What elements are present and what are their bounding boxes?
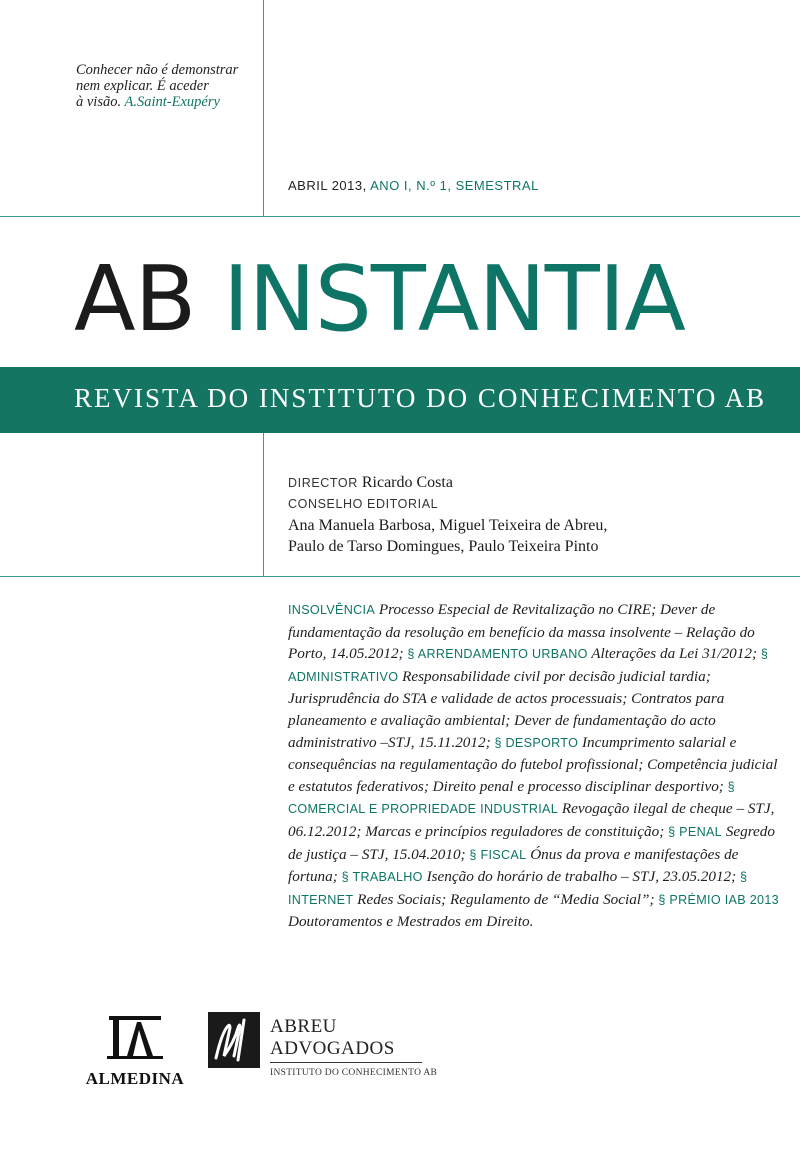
almedina-name: ALMEDINA	[85, 1069, 185, 1088]
journal-title	[74, 247, 685, 352]
toc-section: § COMERCIAL E PROPRIEDADE INDUSTRIAL	[288, 779, 735, 817]
abreu-institute: INSTITUTO DO CONHECIMENTO AB	[270, 1068, 438, 1078]
toc-section: § PRÉMIO IAB 2013	[658, 892, 779, 907]
council-members-2: Paulo de Tarso Domingues, Paulo Teixeira Pinto	[288, 538, 599, 555]
contents-summary	[288, 599, 783, 933]
quote-line-3: à visão. A.Saint-Exupéry	[76, 94, 220, 110]
editorial-board	[288, 472, 768, 557]
abreu-name-line-1: ABREU	[270, 1016, 337, 1037]
subtitle-band	[0, 367, 800, 433]
quote-line-2: nem explicar. É aceder	[76, 78, 209, 94]
toc-text: Redes Sociais; Regulamento de “Media Social”;	[357, 890, 655, 908]
toc-text: Incumprimento salarial e consequências na regulamentação do futebol profissional; Competência judicial e estatutos federativos; Direito penal e processo disciplinar desportivo;	[288, 733, 778, 795]
toc-section: INSOLVÊNCIA	[288, 603, 376, 617]
board-horizontal-rule	[0, 576, 800, 577]
epigraph-quote	[76, 62, 256, 110]
toc-text: Isenção do horário de trabalho – STJ, 23.05.2012;	[426, 868, 737, 886]
council-label: CONSELHO EDITORIAL	[288, 497, 439, 511]
journal-subtitle: REVISTA DO INSTITUTO DO CONHECIMENTO AB	[74, 383, 767, 413]
toc-section: § ARRENDAMENTO URBANO	[407, 647, 588, 662]
toc-text: Ónus da prova e manifestações de fortuna;	[288, 845, 739, 886]
toc-text: Revogação ilegal de cheque – STJ, 06.12.2012; Marcas e princípios reguladores de constituição;	[288, 800, 775, 840]
header-horizontal-rule	[0, 216, 800, 217]
almedina-emblem-icon	[103, 1012, 167, 1062]
director-name: Ricardo Costa	[361, 474, 453, 491]
abreu-name-line-2: ADVOGADOS	[270, 1038, 395, 1059]
abreu-divider	[270, 1062, 422, 1063]
toc-text: Doutoramentos e Mestrados em Direito.	[288, 913, 534, 931]
toc-section: § TRABALHO	[341, 870, 423, 885]
toc-section: § INTERNET	[288, 870, 748, 907]
title-part-ab: AB	[74, 247, 196, 352]
top-vertical-rule	[263, 0, 264, 216]
issue-info	[288, 178, 539, 193]
director-line	[288, 472, 768, 494]
toc-text: Processo Especial de Revitalização no CIRE; Dever de fundamentação da resolução em benefício da massa insolvente – Relação do Porto, 14.05.2012;	[288, 601, 755, 663]
toc-section: § DESPORTO	[494, 735, 579, 750]
toc-text: Alterações da Lei 31/2012;	[591, 645, 758, 663]
almedina-logo	[80, 1012, 190, 1089]
quote-line-1: Conhecer não é demonstrar	[76, 62, 239, 78]
issue-date: ABRIL 2013,	[288, 178, 367, 193]
title-part-instantia: INSTANTIA	[222, 247, 685, 352]
toc-text: Responsabilidade civil por decisão judicial tardia; Jurisprudência do STA e validade de actos processuais; Contratos para planeamento e avaliação ambiental; Dever de fundamentação do acto administrativo –STJ, 15.11.2012;	[288, 667, 725, 751]
toc-section: § FISCAL	[469, 847, 527, 862]
toc-text: Segredo de justiça – STJ, 15.04.2010;	[288, 822, 775, 863]
quote-author: A.Saint-Exupéry	[124, 94, 220, 110]
abreu-name	[270, 1016, 395, 1060]
middle-vertical-rule	[263, 433, 264, 576]
council-members-1: Ana Manuela Barbosa, Miguel Teixeira de Abreu,	[288, 517, 608, 534]
issue-details: ANO I, N.º 1, SEMESTRAL	[370, 178, 539, 193]
toc-section: § ADMINISTRATIVO	[288, 647, 769, 684]
toc-section: § PENAL	[668, 824, 722, 839]
abreu-monogram-icon	[208, 1012, 260, 1068]
director-label: DIRECTOR	[288, 476, 358, 490]
